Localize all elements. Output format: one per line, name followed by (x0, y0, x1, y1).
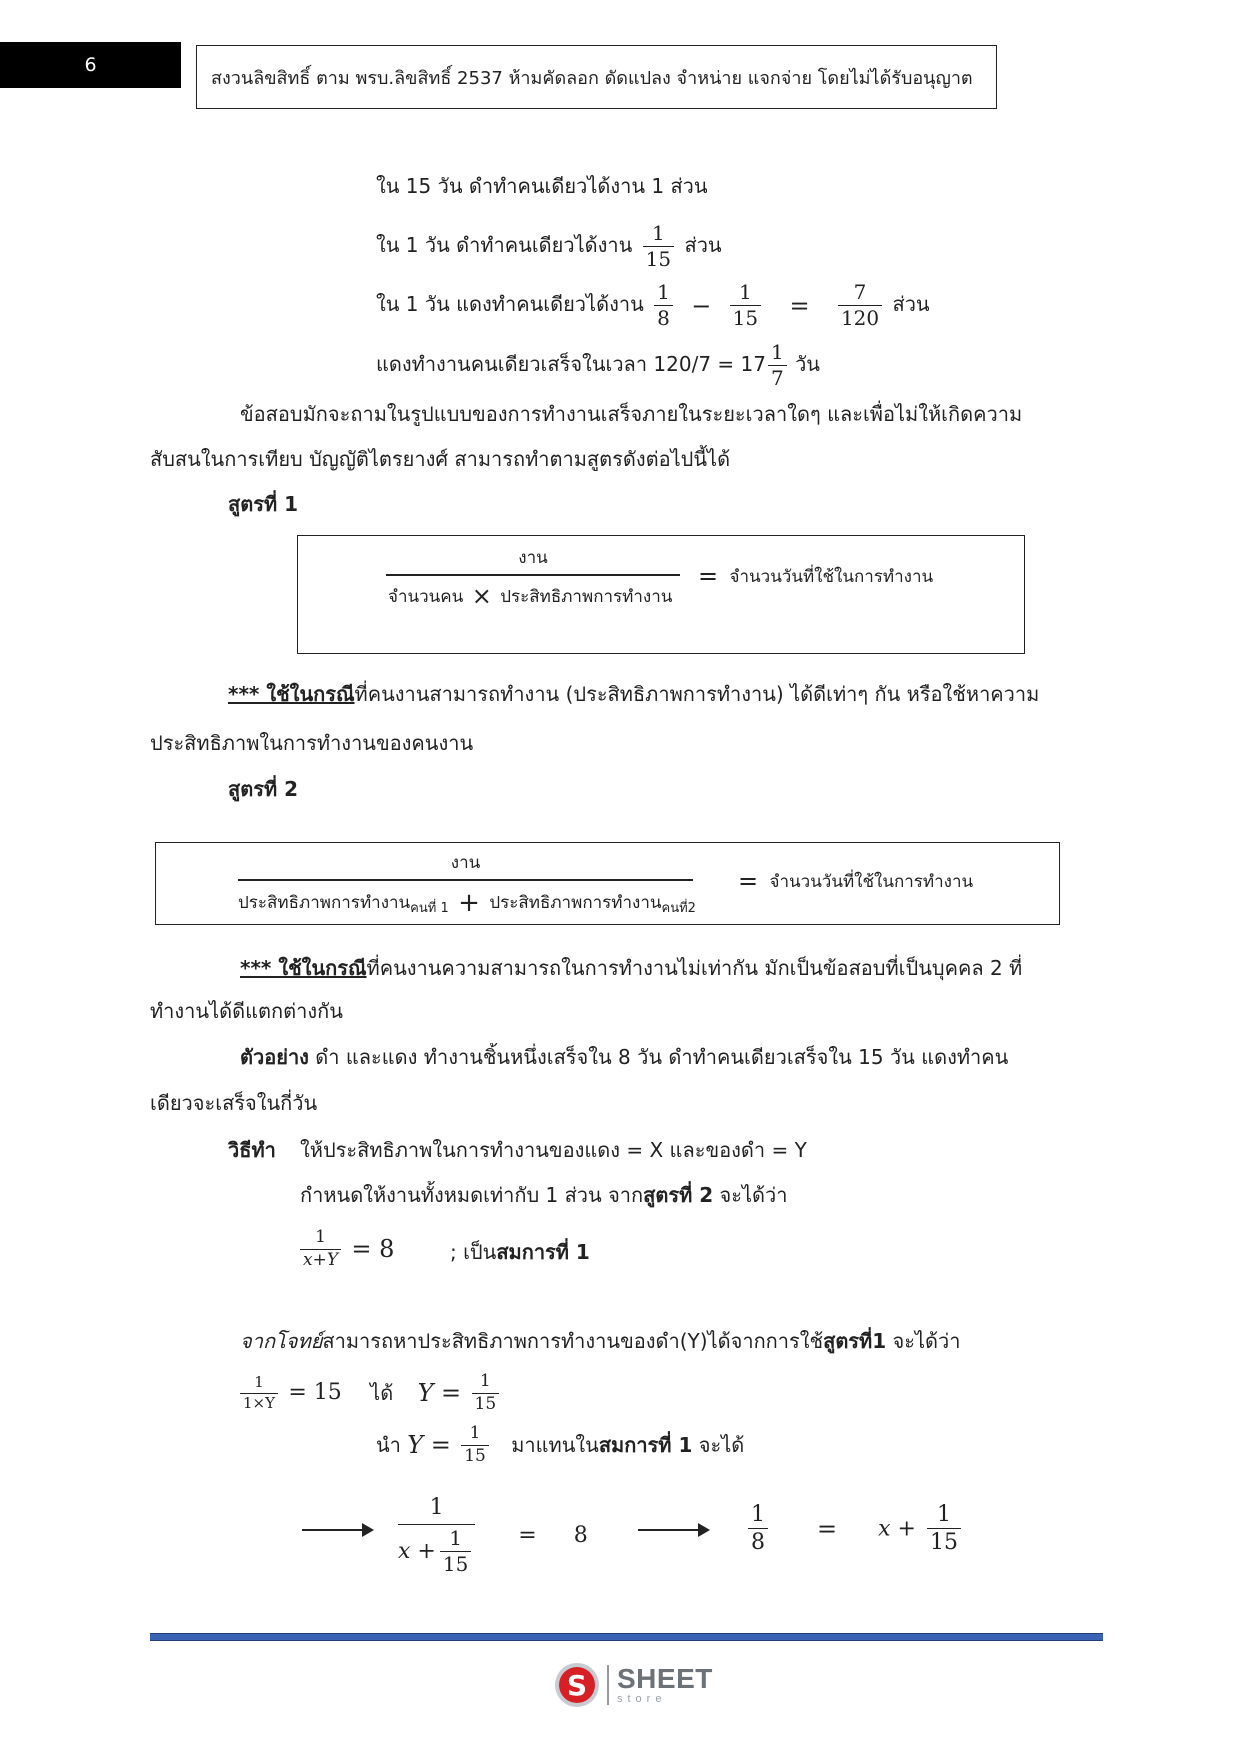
note-2-keyword: *** ใช้ในกรณี (240, 956, 367, 980)
solution-line-3: ใน 1 วัน แดงทำคนเดียวได้งาน $\frac{1}{8}$ − $\frac{1}{15}$ = $\frac{7}{120}$ ส่วน (376, 280, 930, 330)
solution-line-4: แดงทำงานคนเดียวเสร็จในเวลา 120/7 = 17 $\frac{1}{7}$ วัน (376, 340, 820, 390)
logo-text: SHEET (617, 1663, 713, 1694)
final-equation-lhs: 1 x + $\frac{1}{15}$ = 8 (398, 1495, 588, 1576)
formula-1-box (297, 535, 1025, 654)
note-2-line: *** ใช้ในกรณีที่คนงานความสามารถในการทำงานไม่เท่ากัน มักเป็นข้อสอบที่เป็นบุคคล 2 ที่ (240, 956, 1023, 980)
paragraph-line: สับสนในการเทียบ บัญญัติไตรยางศ์ สามารถทำตามสูตรดังต่อไปนี้ได้ (150, 447, 731, 471)
fraction: $\frac{7}{120}$ (838, 281, 882, 330)
fraction: $\frac{1}{15}$ (440, 1527, 471, 1576)
arrow-right-icon (302, 1529, 372, 1531)
fraction: $\frac{1}{8}$ (654, 281, 673, 330)
copyright-header (196, 45, 997, 109)
sheet-store-logo (555, 1659, 713, 1711)
arrow-right-icon (638, 1529, 708, 1531)
solution-line-1: ใน 15 วัน ดำทำคนเดียวได้งาน 1 ส่วน (376, 174, 708, 198)
formula-1-numerator: งาน (518, 548, 548, 568)
page-number: 6 (0, 42, 181, 88)
formula-1-denominator: จำนวนคน × ประสิทธิภาพการทำงาน (388, 582, 673, 610)
final-equation-rhs: $\frac{1}{8}$ = x + $\frac{1}{15}$ (744, 1502, 965, 1556)
note-1-line: *** ใช้ในกรณีที่คนงานสามารถทำงาน (ประสิทธิภาพการทำงาน) ได้ดีเท่าๆ กัน หรือใช้หาความ (228, 682, 1040, 706)
example-line: เดียวจะเสร็จในกี่วัน (150, 1091, 318, 1115)
example-label: ตัวอย่าง (240, 1045, 309, 1069)
formula-2-title: สูตรที่ 2 (228, 777, 298, 801)
logo-divider (607, 1665, 609, 1705)
fraction: $\frac{1}{8}$ (748, 1502, 768, 1556)
note-1-keyword: *** ใช้ในกรณี (228, 682, 355, 706)
formula-1-rhs: = จำนวนวันที่ใช้ในการทำงาน (698, 562, 934, 590)
formula-2-box (155, 842, 1060, 925)
substitute-line: นำ Y = $\frac{1}{15}$ มาแทนในสมการที่ 1 จะได้ (376, 1423, 745, 1466)
method-line-2: กำหนดให้งานทั้งหมดเท่ากับ 1 ส่วน จากสูตรที่ 2 จะได้ว่า (300, 1183, 788, 1207)
fraction: $\frac{1}{15}$ (643, 222, 674, 271)
formula-2-rhs: = จำนวนวันที่ใช้ในการทำงาน (738, 867, 974, 895)
equation-1: $\frac{1}{x+Y}$ = 8 (296, 1228, 394, 1270)
fraction: $\frac{1}{15}$ (927, 1502, 961, 1556)
fraction: $\frac{1}{x+Y}$ (300, 1228, 341, 1270)
formula-2-denominator: ประสิทธิภาพการทำงาน$_{คนที่ 1}$ + ประสิทธิภาพการทำงาน$_{คนที่2}$ (238, 888, 696, 918)
fraction: $\frac{1}{15}$ (730, 281, 761, 330)
equation-1-note: ; เป็นสมการที่ 1 (450, 1240, 590, 1264)
copyright-notice: สงวนลิขสิทธิ์ ตาม พรบ.ลิขสิทธิ์ 2537 ห้ามคัดลอก ดัดแปลง จำหน่าย แจกจ่าย โดยไม่ได้รับอนุญาต (211, 67, 973, 89)
note-1-line: ประสิทธิภาพในการทำงานของคนงาน (150, 731, 474, 755)
derive-equation: $\frac{1}{1\times Y}$ = 15 ได้ Y = $\frac{1}{15}$ (236, 1372, 503, 1414)
method-label: วิธีทำ (228, 1138, 276, 1162)
formula-2-numerator: งาน (450, 853, 481, 873)
formula-1-title: สูตรที่ 1 (228, 492, 298, 516)
method-line-1: ให้ประสิทธิภาพในการทำงานของแดง = X และของดำ = Y (300, 1138, 807, 1162)
solution-line-2: ใน 1 วัน ดำทำคนเดียวได้งาน $\frac{1}{15}$ ส่วน (376, 221, 722, 271)
fraction: $\frac{1}{1\times Y}$ (240, 1374, 278, 1412)
logo-s-icon: S (555, 1663, 599, 1707)
note-2-line: ทำงานได้ดีแตกต่างกัน (150, 999, 343, 1023)
derive-line: จากโจทย์สามารถหาประสิทธิภาพการทำงานของดำ(Y)ได้จากการใช้สูตรที่1 จะได้ว่า (240, 1329, 961, 1353)
footer-divider (150, 1633, 1103, 1641)
fraction: $\frac{1}{15}$ (461, 1424, 489, 1466)
fraction: $\frac{1}{15}$ (472, 1372, 500, 1414)
example-line: ตัวอย่าง ดำ และแดง ทำงานชิ้นหนึ่งเสร็จใน 8 วัน ดำทำคนเดียวเสร็จใน 15 วัน แดงทำคน (240, 1045, 1009, 1069)
paragraph-line: ข้อสอบมักจะถามในรูปแบบของการทำงานเสร็จภายในระยะเวลาใดๆ และเพื่อไม่ให้เกิดความ (240, 402, 1023, 426)
fraction-bar (238, 879, 693, 881)
fraction-bar (386, 574, 680, 576)
logo-subtext: store (617, 1693, 667, 1705)
fraction: $\frac{1}{7}$ (768, 341, 787, 390)
